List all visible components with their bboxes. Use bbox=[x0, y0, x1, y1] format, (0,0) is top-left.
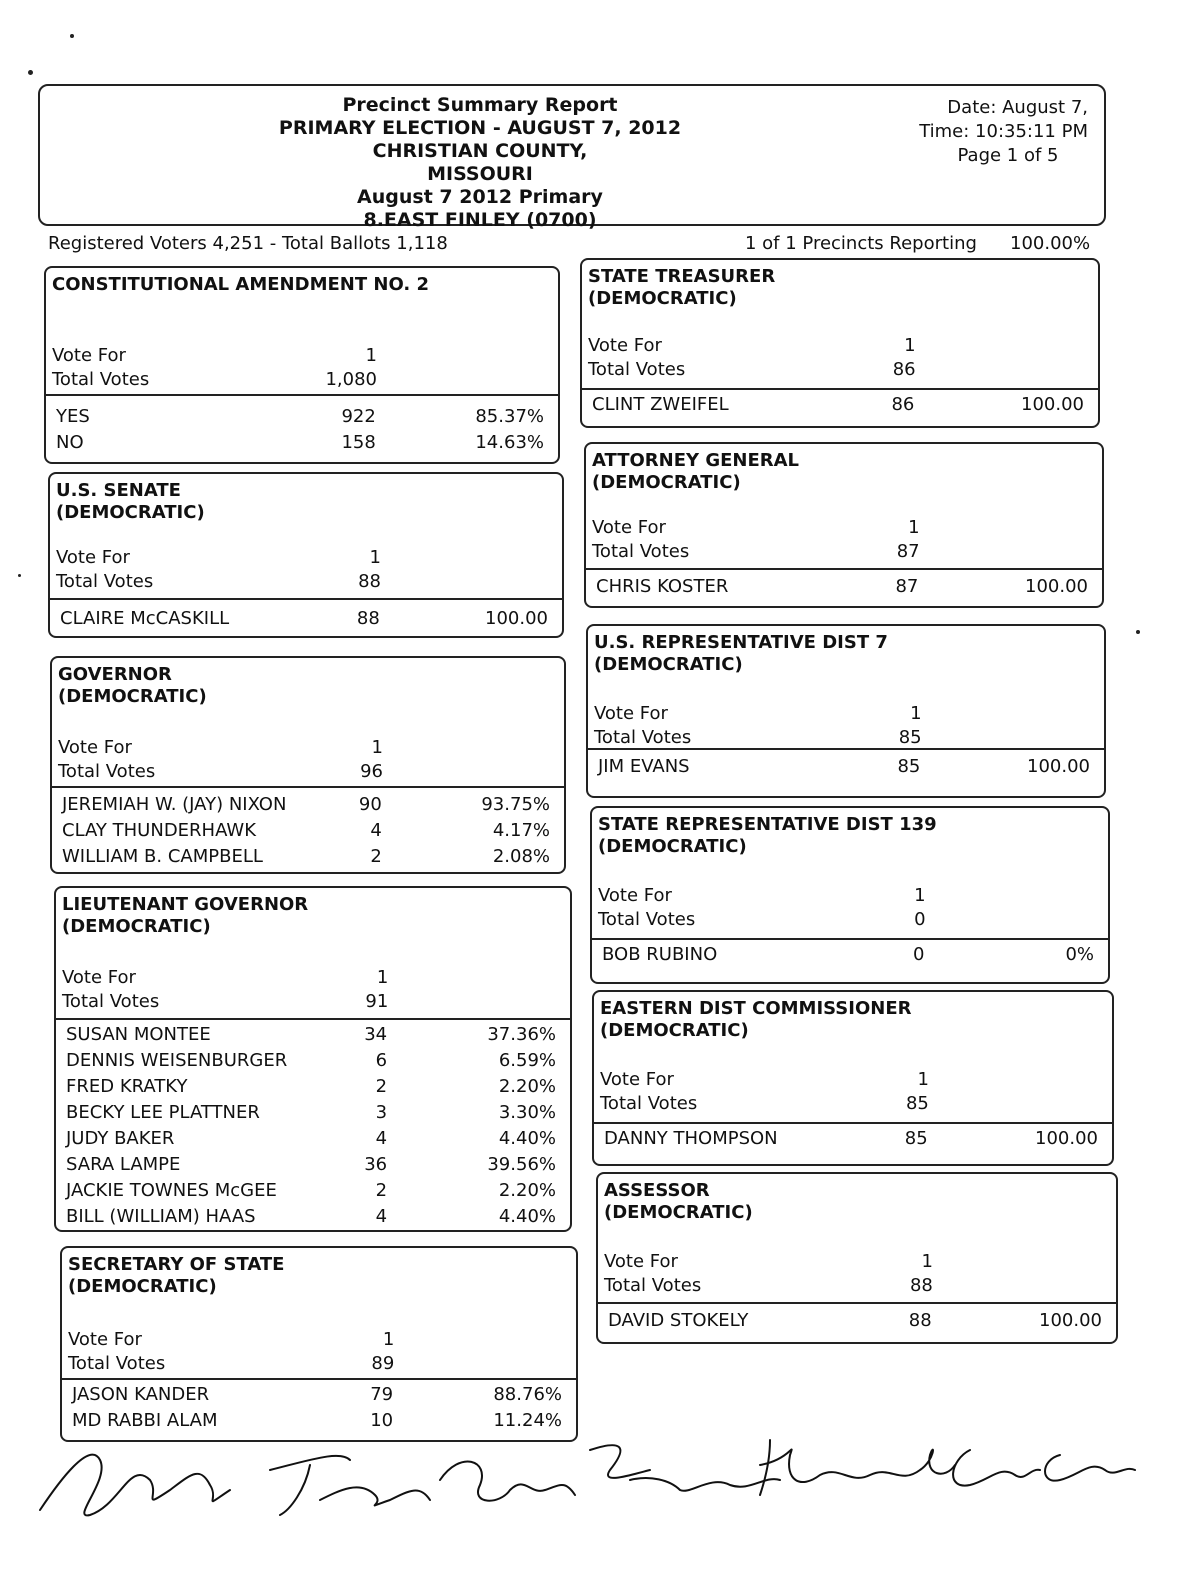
total-votes-value: 85 bbox=[905, 1093, 929, 1114]
divider bbox=[594, 1122, 1112, 1124]
vote-for-value: 1 bbox=[917, 1069, 929, 1090]
candidate-votes: 88 bbox=[908, 1310, 932, 1331]
candidate-percent: 2.20% bbox=[498, 1076, 556, 1097]
race-name: ATTORNEY GENERAL bbox=[592, 450, 800, 471]
race-vote-summary bbox=[598, 884, 1102, 932]
divider bbox=[50, 598, 562, 600]
race-vote-summary bbox=[68, 1328, 570, 1376]
candidate-votes: 4 bbox=[375, 1128, 388, 1149]
divider bbox=[52, 786, 564, 788]
candidate-votes: 10 bbox=[370, 1410, 394, 1431]
race-name: STATE REPRESENTATIVE DIST 139 bbox=[598, 814, 937, 835]
vote-for-row bbox=[62, 966, 564, 990]
vote-for-value: 1 bbox=[382, 1329, 395, 1350]
candidate-row bbox=[56, 430, 548, 456]
scan-speck bbox=[18, 574, 21, 577]
race-name: LIEUTENANT GOVERNOR bbox=[62, 894, 309, 915]
race-name: ASSESSOR bbox=[604, 1180, 710, 1201]
signature-2 bbox=[270, 1456, 430, 1515]
total-votes-value: 91 bbox=[365, 991, 389, 1012]
race-title bbox=[586, 444, 1102, 494]
candidate-row bbox=[66, 1126, 560, 1152]
race-title bbox=[52, 658, 564, 708]
vote-for-label: Vote For bbox=[62, 967, 136, 988]
candidate-votes: 6 bbox=[375, 1050, 388, 1071]
race-title bbox=[582, 260, 1098, 310]
race-title bbox=[588, 626, 1104, 676]
vote-for-row bbox=[598, 884, 1102, 908]
candidate-percent: 4.40% bbox=[498, 1206, 556, 1227]
race-vote-summary bbox=[604, 1250, 1110, 1298]
race-name: SECRETARY OF STATE bbox=[68, 1254, 285, 1275]
vote-for-label: Vote For bbox=[598, 885, 672, 906]
race-state-representative bbox=[590, 806, 1110, 984]
candidate-percent: 100.00 bbox=[1027, 756, 1090, 777]
total-votes-row bbox=[56, 570, 556, 594]
total-votes-value: 87 bbox=[896, 541, 920, 562]
vote-for-label: Vote For bbox=[592, 517, 666, 538]
election-subtitle: August 7 2012 Primary bbox=[357, 186, 603, 208]
reporting-percent: 100.00% bbox=[1010, 233, 1091, 254]
race-state-treasurer bbox=[580, 258, 1100, 428]
total-votes-row bbox=[598, 908, 1102, 932]
candidate-name: BECKY LEE PLATTNER bbox=[66, 1102, 260, 1123]
candidate-name: SUSAN MONTEE bbox=[66, 1024, 211, 1045]
vote-for-row bbox=[594, 702, 1098, 726]
total-votes-label: Total Votes bbox=[588, 359, 686, 380]
vote-for-row bbox=[604, 1250, 1110, 1274]
candidate-votes: 90 bbox=[358, 794, 382, 815]
total-votes-label: Total Votes bbox=[68, 1353, 166, 1374]
candidate-percent: 100.00 bbox=[1021, 394, 1084, 415]
race-vote-summary bbox=[588, 334, 1092, 382]
divider bbox=[62, 1378, 576, 1380]
candidate-votes: 36 bbox=[364, 1154, 388, 1175]
race-name: GOVERNOR bbox=[58, 664, 172, 685]
total-votes-label: Total Votes bbox=[52, 369, 150, 390]
election-name: PRIMARY ELECTION - AUGUST 7, 2012 CHRISTIAN COUNTY, bbox=[278, 117, 682, 162]
total-votes-value: 96 bbox=[360, 761, 383, 782]
candidate-name: JIM EVANS bbox=[598, 756, 690, 777]
race-party: (DEMOCRATIC) bbox=[62, 916, 211, 937]
scan-speck bbox=[1136, 630, 1140, 634]
candidate-row bbox=[60, 606, 552, 632]
vote-for-label: Vote For bbox=[594, 703, 668, 724]
candidate-votes: 0 bbox=[912, 944, 925, 965]
signature-4 bbox=[590, 1445, 780, 1491]
signature-6 bbox=[953, 1450, 1135, 1486]
total-votes-row bbox=[52, 368, 552, 392]
candidate-percent: 93.75% bbox=[481, 794, 550, 815]
candidate-row bbox=[66, 1022, 560, 1048]
candidate-name: FRED KRATKY bbox=[66, 1076, 188, 1097]
total-votes-row bbox=[68, 1352, 570, 1376]
total-votes-row bbox=[600, 1092, 1106, 1116]
candidate-row bbox=[66, 1152, 560, 1178]
candidate-row bbox=[72, 1382, 566, 1408]
candidate-list bbox=[66, 1022, 560, 1230]
race-party: (DEMOCRATIC) bbox=[58, 686, 207, 707]
race-name: STATE TREASURER bbox=[588, 266, 776, 287]
vote-for-row bbox=[588, 334, 1092, 358]
total-votes-label: Total Votes bbox=[604, 1275, 702, 1296]
race-title bbox=[62, 1248, 576, 1298]
candidate-votes: 158 bbox=[341, 432, 376, 453]
total-votes-label: Total Votes bbox=[592, 541, 690, 562]
candidate-row bbox=[66, 1100, 560, 1126]
race-party: (DEMOCRATIC) bbox=[56, 502, 205, 523]
election-state: MISSOURI bbox=[427, 163, 533, 185]
race-party: (DEMOCRATIC) bbox=[592, 472, 741, 493]
candidate-percent: 2.20% bbox=[498, 1180, 556, 1201]
candidate-votes: 2 bbox=[375, 1076, 388, 1097]
vote-for-value: 1 bbox=[914, 885, 926, 906]
vote-for-row bbox=[592, 516, 1096, 540]
race-title bbox=[592, 808, 1108, 858]
vote-for-value: 1 bbox=[921, 1251, 933, 1272]
candidate-list bbox=[608, 1308, 1106, 1334]
vote-for-row bbox=[58, 736, 558, 760]
total-votes-value: 1,080 bbox=[325, 369, 377, 390]
candidate-list bbox=[60, 606, 552, 632]
report-meta bbox=[888, 96, 1088, 168]
vote-for-value: 1 bbox=[908, 517, 920, 538]
candidate-list bbox=[604, 1126, 1102, 1152]
race-name: U.S. REPRESENTATIVE DIST 7 bbox=[594, 632, 888, 653]
divider bbox=[56, 1018, 570, 1020]
race-vote-summary bbox=[56, 546, 556, 594]
candidate-list bbox=[592, 392, 1088, 418]
candidate-percent: 100.00 bbox=[1035, 1128, 1098, 1149]
vote-for-label: Vote For bbox=[588, 335, 662, 356]
candidate-votes: 3 bbox=[375, 1102, 388, 1123]
race-vote-summary bbox=[592, 516, 1096, 564]
candidate-name: CLINT ZWEIFEL bbox=[592, 394, 729, 415]
report-title-block bbox=[220, 94, 740, 232]
race-secretary-of-state bbox=[60, 1246, 578, 1442]
candidate-row bbox=[596, 574, 1092, 600]
total-votes-label: Total Votes bbox=[600, 1093, 698, 1114]
candidate-row bbox=[66, 1178, 560, 1204]
race-vote-summary bbox=[594, 702, 1098, 750]
race-title bbox=[56, 888, 570, 938]
divider bbox=[46, 394, 558, 396]
candidate-percent: 100.00 bbox=[1039, 1310, 1102, 1331]
candidate-percent: 100.00 bbox=[1025, 576, 1088, 597]
vote-for-value: 1 bbox=[371, 737, 383, 758]
candidate-row bbox=[608, 1308, 1106, 1334]
total-votes-value: 88 bbox=[358, 571, 381, 592]
race-vote-summary bbox=[52, 344, 552, 392]
precincts-reporting: 1 of 1 Precincts Reporting bbox=[745, 233, 977, 254]
signature-3 bbox=[440, 1461, 575, 1500]
vote-for-label: Vote For bbox=[58, 737, 132, 758]
candidate-name: SARA LAMPE bbox=[66, 1154, 181, 1175]
race-title bbox=[594, 992, 1112, 1042]
race-title bbox=[50, 474, 562, 524]
race-title bbox=[46, 268, 558, 296]
divider bbox=[582, 388, 1098, 390]
candidate-row bbox=[66, 1204, 560, 1230]
candidate-percent: 6.59% bbox=[498, 1050, 556, 1071]
candidate-row bbox=[66, 1074, 560, 1100]
candidate-percent: 4.17% bbox=[492, 820, 550, 841]
candidate-name: BILL (WILLIAM) HAAS bbox=[66, 1206, 256, 1227]
divider bbox=[598, 1302, 1116, 1304]
candidate-votes: 2 bbox=[370, 846, 382, 867]
candidate-row bbox=[62, 818, 554, 844]
race-constitutional-amendment bbox=[44, 266, 560, 464]
race-governor bbox=[50, 656, 566, 874]
race-assessor bbox=[596, 1172, 1118, 1344]
candidate-percent: 2.08% bbox=[492, 846, 550, 867]
vote-for-label: Vote For bbox=[600, 1069, 674, 1090]
divider bbox=[586, 568, 1102, 570]
candidate-list bbox=[62, 792, 554, 870]
total-votes-label: Total Votes bbox=[594, 727, 692, 748]
report-title: Precinct Summary Report bbox=[342, 94, 618, 116]
candidate-name: CLAY THUNDERHAWK bbox=[62, 820, 257, 841]
candidate-list bbox=[598, 754, 1094, 780]
candidate-name: JUDY BAKER bbox=[66, 1128, 175, 1149]
candidate-name: DENNIS WEISENBURGER bbox=[66, 1050, 288, 1071]
race-party: (DEMOCRATIC) bbox=[598, 836, 747, 857]
vote-for-label: Vote For bbox=[52, 345, 126, 366]
candidate-list bbox=[602, 942, 1098, 968]
race-attorney-general bbox=[584, 442, 1104, 608]
candidate-votes: 4 bbox=[375, 1206, 388, 1227]
candidate-name: BOB RUBINO bbox=[602, 944, 718, 965]
total-votes-value: 86 bbox=[892, 359, 916, 380]
candidate-percent: 4.40% bbox=[498, 1128, 556, 1149]
race-name: U.S. SENATE bbox=[56, 480, 181, 501]
candidate-votes: 922 bbox=[341, 406, 376, 427]
race-title bbox=[598, 1174, 1116, 1224]
race-party: (DEMOCRATIC) bbox=[594, 654, 743, 675]
total-votes-row bbox=[58, 760, 558, 784]
candidate-votes: 85 bbox=[904, 1128, 928, 1149]
vote-for-value: 1 bbox=[365, 345, 377, 366]
total-votes-row bbox=[594, 726, 1098, 750]
candidate-name: WILLIAM B. CAMPBELL bbox=[62, 846, 263, 867]
report-page: Page 1 of 5 bbox=[957, 145, 1059, 166]
total-votes-label: Total Votes bbox=[62, 991, 160, 1012]
race-party: (DEMOCRATIC) bbox=[600, 1020, 749, 1041]
signature-5 bbox=[760, 1440, 955, 1495]
scan-speck bbox=[70, 34, 74, 38]
race-name: CONSTITUTIONAL AMENDMENT NO. 2 bbox=[52, 274, 429, 295]
signature-1 bbox=[40, 1455, 230, 1516]
candidate-name: JACKIE TOWNES McGEE bbox=[66, 1180, 277, 1201]
candidate-percent: 37.36% bbox=[487, 1024, 556, 1045]
total-votes-value: 89 bbox=[371, 1353, 395, 1374]
race-us-senate bbox=[48, 472, 564, 638]
candidate-percent: 11.24% bbox=[493, 1410, 562, 1431]
candidate-name: CHRIS KOSTER bbox=[596, 576, 729, 597]
total-votes-label: Total Votes bbox=[56, 571, 154, 592]
vote-for-row bbox=[68, 1328, 570, 1352]
candidate-percent: 88.76% bbox=[493, 1384, 562, 1405]
candidate-votes: 85 bbox=[897, 756, 921, 777]
report-time: Time: 10:35:11 PM bbox=[919, 121, 1088, 142]
candidate-name: JEREMIAH W. (JAY) NIXON bbox=[62, 794, 287, 815]
candidate-votes: 87 bbox=[895, 576, 919, 597]
signatures bbox=[30, 1420, 1150, 1550]
race-eastern-dist-commissioner bbox=[592, 990, 1114, 1166]
vote-for-label: Vote For bbox=[604, 1251, 678, 1272]
race-party: (DEMOCRATIC) bbox=[604, 1202, 753, 1223]
race-vote-summary bbox=[62, 966, 564, 1014]
candidate-row bbox=[56, 404, 548, 430]
total-votes-row bbox=[592, 540, 1096, 564]
total-votes-value: 88 bbox=[909, 1275, 933, 1296]
race-vote-summary bbox=[58, 736, 558, 784]
candidate-name: CLAIRE McCASKILL bbox=[60, 608, 230, 629]
vote-for-label: Vote For bbox=[56, 547, 130, 568]
candidate-name: MD RABBI ALAM bbox=[72, 1410, 218, 1431]
registered-voters: Registered Voters 4,251 - Total Ballots 1,118 bbox=[48, 233, 448, 254]
candidate-name: YES bbox=[56, 406, 90, 427]
candidate-votes: 34 bbox=[364, 1024, 388, 1045]
vote-for-value: 1 bbox=[376, 967, 389, 988]
divider bbox=[588, 748, 1104, 750]
precinct-name: 8.EAST FINLEY (0700) bbox=[363, 209, 597, 231]
vote-for-label: Vote For bbox=[68, 1329, 142, 1350]
candidate-percent: 85.37% bbox=[475, 406, 544, 427]
race-lieutenant-governor bbox=[54, 886, 572, 1232]
candidate-list bbox=[56, 404, 548, 456]
vote-for-row bbox=[600, 1068, 1106, 1092]
candidate-row bbox=[62, 792, 554, 818]
candidate-votes: 2 bbox=[375, 1180, 388, 1201]
candidate-list bbox=[596, 574, 1092, 600]
candidate-votes: 88 bbox=[356, 608, 380, 629]
vote-for-row bbox=[52, 344, 552, 368]
divider bbox=[592, 938, 1108, 940]
candidate-row bbox=[66, 1048, 560, 1074]
total-votes-label: Total Votes bbox=[58, 761, 156, 782]
candidate-percent: 0% bbox=[1065, 944, 1094, 965]
candidate-votes: 79 bbox=[370, 1384, 394, 1405]
candidate-percent: 39.56% bbox=[487, 1154, 556, 1175]
candidate-votes: 86 bbox=[891, 394, 915, 415]
total-votes-label: Total Votes bbox=[598, 909, 696, 930]
total-votes-value: 0 bbox=[914, 909, 926, 930]
total-votes-row bbox=[604, 1274, 1110, 1298]
total-votes-value: 85 bbox=[898, 727, 922, 748]
total-votes-row bbox=[62, 990, 564, 1014]
scan-speck bbox=[28, 70, 33, 75]
candidate-row bbox=[62, 844, 554, 870]
candidate-name: NO bbox=[56, 432, 84, 453]
candidate-percent: 3.30% bbox=[498, 1102, 556, 1123]
report-date: Date: August 7, bbox=[947, 97, 1088, 118]
candidate-row bbox=[604, 1126, 1102, 1152]
report-header bbox=[38, 84, 1106, 231]
race-name: EASTERN DIST COMMISSIONER bbox=[600, 998, 912, 1019]
candidate-name: DANNY THOMPSON bbox=[604, 1128, 778, 1149]
candidate-votes: 4 bbox=[370, 820, 382, 841]
candidate-row bbox=[598, 754, 1094, 780]
vote-for-value: 1 bbox=[910, 703, 922, 724]
candidate-percent: 100.00 bbox=[485, 608, 548, 629]
vote-for-row bbox=[56, 546, 556, 570]
candidate-name: JASON KANDER bbox=[72, 1384, 210, 1405]
candidate-row bbox=[602, 942, 1098, 968]
race-vote-summary bbox=[600, 1068, 1106, 1116]
candidate-row bbox=[592, 392, 1088, 418]
vote-for-value: 1 bbox=[369, 547, 381, 568]
race-party: (DEMOCRATIC) bbox=[588, 288, 737, 309]
race-party: (DEMOCRATIC) bbox=[68, 1276, 217, 1297]
total-votes-row bbox=[588, 358, 1092, 382]
candidate-name: DAVID STOKELY bbox=[608, 1310, 749, 1331]
vote-for-value: 1 bbox=[904, 335, 916, 356]
candidate-percent: 14.63% bbox=[475, 432, 544, 453]
race-us-representative bbox=[586, 624, 1106, 798]
